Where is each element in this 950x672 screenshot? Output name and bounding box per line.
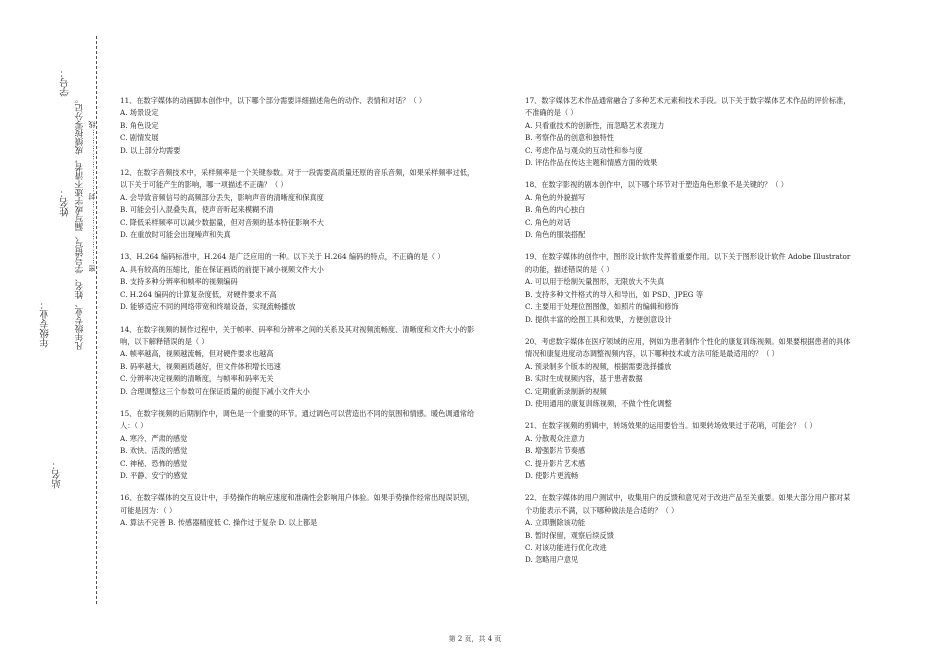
option: D. 以上部分均需要 (120, 145, 181, 155)
question-13 (120, 251, 480, 313)
question-text: 16、在数字媒体的交互设计中，手势操作的响应速度和准确性会影响用户体验。如果手势操作经常出现误识别，可能是因为：（ ） (120, 493, 475, 515)
option: D. 提供丰富的绘图工具和效果，方便创意设计 (525, 314, 672, 324)
left-question-column (120, 95, 480, 540)
option: B. 实时生成视频内容，基于患者数据 (525, 374, 643, 384)
option: A. 具有较高的压缩比，能在保证画质的前提下减小视频文件大小 (120, 264, 324, 274)
option: A. 帧率越高，视频越流畅，但对硬件要求也越高 (120, 349, 274, 359)
option: C. 对该功能进行优化改进 (525, 543, 607, 552)
question-text: 17、数字媒体艺术作品通常融合了多种艺术元素和技术手段。以下关于数字媒体艺术作品的评价标准，不准确的是（ ） (525, 96, 851, 118)
option: D. 忽略用户意见 (525, 555, 579, 565)
option: B. 支持多种文件格式的导入和导出，如 PSD、JPEG 等 (525, 289, 704, 299)
option: B. 欢快、活泼的感觉 (120, 446, 188, 456)
option: D. 能够适应不同的网络带宽和终端设备，实现流畅播放 (120, 302, 296, 312)
name-label: 姓名： (60, 188, 71, 217)
option: A. 只看重技术的创新性，而忽略艺术表现力 (525, 120, 665, 130)
option: A. 会导致音频信号的高频部分丢失，影响声音的清晰度和保真度 (120, 192, 324, 202)
option: B. 码率越大，视频画质越好，但文件体积增长迅速 (120, 361, 281, 371)
question-text: 14、在数字视频的制作过程中，关于帧率、码率和分辨率之间的关系及其对视频流畅度、清晰度和文件大小的影响，以下解释错误的是（ ） (120, 324, 475, 346)
question-text: 15、在数字视频的后期制作中，调色是一个重要的环节。通过调色可以营造出不同的氛围和情感。暖色调通常给人：（ ） (120, 408, 475, 431)
option: B. 暂时保留，观察后续反馈 (525, 530, 614, 540)
option: C. 神秘、恐怖的感觉 (120, 458, 188, 468)
option: D. 使用通用的康复训练视频，不做个性化调整 (525, 398, 672, 408)
option: A. 可以用于绘制矢量图形，无限放大不失真 (525, 277, 665, 287)
option: B. 考察作品的创意和独特性 (525, 133, 614, 143)
option: C. 主要用于处理位图图像，如照片的编辑和修饰 (525, 302, 679, 312)
question-14 (120, 324, 480, 398)
question-21 (525, 420, 855, 482)
option: B. 支持多种分辨率和帧率的视频编码 (120, 277, 238, 287)
option: C. 考虑作品与观众的互动性和参与度 (525, 145, 643, 155)
school-label: 站名： (52, 460, 63, 489)
question-text: 19、在数字媒体的创作中，图形设计软件发挥着重要作用。以下关于图形设计软件 Adobe Illustrator 的功能，描述错误的是（ ） (525, 252, 851, 274)
question-text: 22、在数字媒体的用户测试中，收集用户的反馈和意见对于改进产品至关重要。如果大部分用户都对某个功能表示不满，以下哪种做法是合适的？（ ） (525, 493, 851, 515)
option: A. 分散观众注意力 (525, 433, 586, 443)
question-20 (525, 336, 855, 410)
question-11 (120, 95, 480, 157)
option: C. H.264 编码的计算复杂度低，对硬件要求不高 (120, 289, 277, 299)
question-17 (525, 95, 855, 169)
option: D. 平静、安宁的感觉 (120, 470, 188, 480)
question-text: 18、在数字影视的剧本创作中，以下哪个环节对于塑造角色形象不是关键的？（ ） (525, 180, 788, 190)
option: C. 定期重新录制新的视频 (525, 386, 607, 396)
question-text: 11、在数字媒体的动画脚本创作中，以下哪个部分需要详细描述角色的动作、表情和对话？（ ） (120, 96, 427, 105)
student-id-label: 学号： (60, 68, 71, 97)
option: C. 提升影片艺术感 (525, 458, 586, 468)
question-text: 12、在数字音频技术中，采样频率是一个关键参数。对于一段需要高质量还原的音乐音频，如果采样频率过低，以下关于可能产生的影响，哪一项描述不正确？（ ） (120, 168, 475, 190)
option: A. 预录制多个版本的视频，根据需要选择播放 (525, 361, 672, 371)
question-22 (525, 492, 855, 566)
option: C. 剧情发展 (120, 133, 159, 143)
page-footer: 第 2 页，共 4 页 (448, 635, 502, 643)
question-text: 20、考虑数字媒体在医疗领域的应用，例如为患者制作个性化的康复训练视频。如果要根据患者的具体情况和康复进度动态调整视频内容，以下哪种技术或方法可能是最适用的？（ ） (525, 336, 851, 359)
option: B. 角色的内心独白 (525, 205, 586, 215)
option: C. 分辨率决定视频的清晰度，与帧率和码率无关 (120, 374, 274, 384)
seal-line-text: 密……………………封……………………线 (88, 120, 96, 272)
question-18 (525, 179, 855, 241)
option: A. 场景设定 (120, 108, 159, 118)
option: D. 评估作品在传达主题和情感方面的效果 (525, 158, 658, 168)
option: A. 寒冷、严肃的感觉 (120, 433, 188, 443)
option: D. 合理调整这三个参数可在保证质量的前提下减小文件大小 (120, 386, 310, 396)
question-text: 21、在数字视频的剪辑中，转场效果的运用要恰当。如果转场效果过于花哨，可能会？（ ） (525, 421, 817, 431)
option: D. 角色的服装搭配 (525, 230, 586, 240)
option: A. 算法不完善 B. 传感器精度低 C. 操作过于复杂 D. 以上都是 (120, 518, 318, 528)
option: A. 立即删除该功能 (525, 518, 586, 528)
option: B. 角色设定 (120, 120, 159, 130)
option: A. 角色的外貌描写 (525, 192, 586, 202)
binding-margin (0, 0, 110, 672)
question-19 (525, 251, 855, 325)
right-question-column (525, 95, 855, 577)
option: D. 在重放时可能会出现噪声和失真 (120, 230, 231, 240)
question-16 (120, 492, 480, 529)
option: D. 使影片更流畅 (525, 470, 579, 480)
question-15 (120, 408, 480, 482)
option: C. 降低采样频率可以减少数据量，但对音频的基本特征影响不大 (120, 217, 324, 227)
question-text: 13、H.264 编码标准中，H.264 是广泛应用的一种。以下关于 H.264 编码的特点，不正确的是（ ） (120, 252, 445, 262)
binding-notice: 凡年级专业、姓名、学号错写、漏写或字迹不清者，成绩按零分记。 (75, 95, 85, 350)
option: B. 增强影片节奏感 (525, 446, 586, 456)
option: C. 角色的对话 (525, 217, 571, 227)
question-12 (120, 167, 480, 241)
option: B. 可能会引入混叠失真，使声音听起来模糊不清 (120, 205, 274, 215)
class-label: 年级专业： (40, 300, 51, 348)
